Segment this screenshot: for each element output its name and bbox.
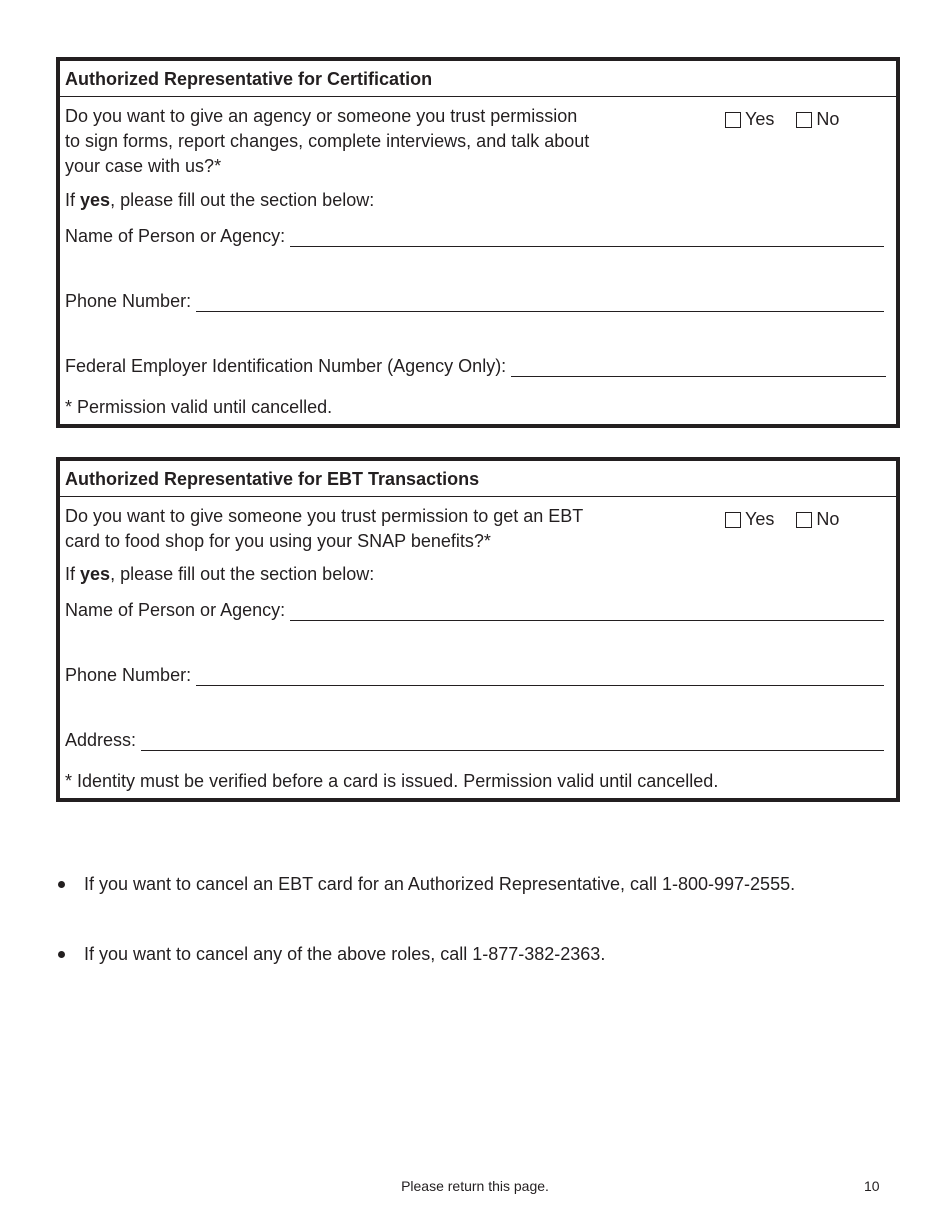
- ebt-address-label: Address:: [65, 730, 137, 750]
- ebt-phone-input-line[interactable]: [196, 667, 884, 686]
- if-yes-bold: yes: [80, 564, 111, 584]
- ebt-yes-label: Yes: [745, 509, 775, 529]
- certification-name-label: Name of Person or Agency:: [65, 226, 286, 246]
- certification-fein-label: Federal Employer Identification Number (Agency Only):: [65, 356, 507, 376]
- certification-fein-field[interactable]: [65, 356, 886, 377]
- certification-section-title: Authorized Representative for Certification: [60, 61, 896, 97]
- ebt-phone-field[interactable]: [65, 665, 884, 686]
- certification-no-option[interactable]: [796, 109, 839, 130]
- if-yes-prefix: If: [65, 190, 81, 210]
- ebt-question-line-1: Do you want to give someone you trust permission to get an EBT: [65, 506, 584, 526]
- ebt-question: [65, 504, 665, 554]
- certification-yes-checkbox[interactable]: [725, 112, 741, 128]
- certification-phone-input-line[interactable]: [196, 293, 884, 312]
- footer-return-note: Please return this page.: [401, 1178, 549, 1194]
- if-yes-bold: yes: [80, 190, 111, 210]
- certification-yes-label: Yes: [745, 109, 775, 129]
- certification-no-checkbox[interactable]: [796, 112, 812, 128]
- bullet-text-roles-cancel: If you want to cancel any of the above roles, call 1-877-382-2363.: [84, 944, 606, 964]
- ebt-name-label: Name of Person or Agency:: [65, 600, 286, 620]
- ebt-section-title: Authorized Representative for EBT Transactions: [60, 461, 896, 497]
- certification-choices: [725, 109, 861, 130]
- ebt-address-input-line[interactable]: [141, 732, 884, 751]
- ebt-no-label: No: [816, 509, 840, 529]
- bullet-dot-icon: [58, 881, 65, 888]
- certification-fein-input-line[interactable]: [511, 358, 886, 377]
- page-number: 10: [864, 1178, 880, 1194]
- certification-phone-label: Phone Number:: [65, 291, 192, 311]
- bullet-dot-icon: [58, 951, 65, 958]
- list-item: [58, 944, 605, 965]
- ebt-choices: [725, 509, 861, 530]
- certification-no-label: No: [816, 109, 840, 129]
- ebt-if-yes-instruction: [65, 564, 374, 585]
- ebt-address-field[interactable]: [65, 730, 884, 751]
- ebt-no-checkbox[interactable]: [796, 512, 812, 528]
- ebt-name-field[interactable]: [65, 600, 884, 621]
- bullet-text-ebt-cancel: If you want to cancel an EBT card for an Authorized Representative, call 1-800-997-2555.: [84, 874, 796, 894]
- ebt-yes-option[interactable]: [725, 509, 774, 530]
- if-yes-suffix: , please fill out the section below:: [110, 190, 375, 210]
- ebt-phone-label: Phone Number:: [65, 665, 192, 685]
- certification-if-yes-instruction: [65, 190, 374, 211]
- ebt-yes-checkbox[interactable]: [725, 512, 741, 528]
- list-item: [58, 874, 795, 895]
- ebt-question-line-2: card to food shop for you using your SNAP benefits?*: [65, 531, 491, 551]
- certification-question-line-3: your case with us?*: [65, 156, 222, 176]
- certification-name-input-line[interactable]: [290, 228, 884, 247]
- if-yes-prefix: If: [65, 564, 81, 584]
- ebt-section: [56, 457, 900, 802]
- ebt-name-input-line[interactable]: [290, 602, 884, 621]
- if-yes-suffix: , please fill out the section below:: [110, 564, 375, 584]
- certification-section: [56, 57, 900, 428]
- ebt-no-option[interactable]: [796, 509, 839, 530]
- certification-phone-field[interactable]: [65, 291, 884, 312]
- certification-question: [65, 104, 665, 179]
- ebt-note: * Identity must be verified before a card is issued. Permission valid until cancelled.: [65, 771, 719, 791]
- certification-question-line-1: Do you want to give an agency or someone you trust permission: [65, 106, 578, 126]
- certification-name-field[interactable]: [65, 226, 884, 247]
- certification-note: * Permission valid until cancelled.: [65, 397, 333, 417]
- certification-question-line-2: to sign forms, report changes, complete interviews, and talk about: [65, 131, 590, 151]
- certification-yes-option[interactable]: [725, 109, 774, 130]
